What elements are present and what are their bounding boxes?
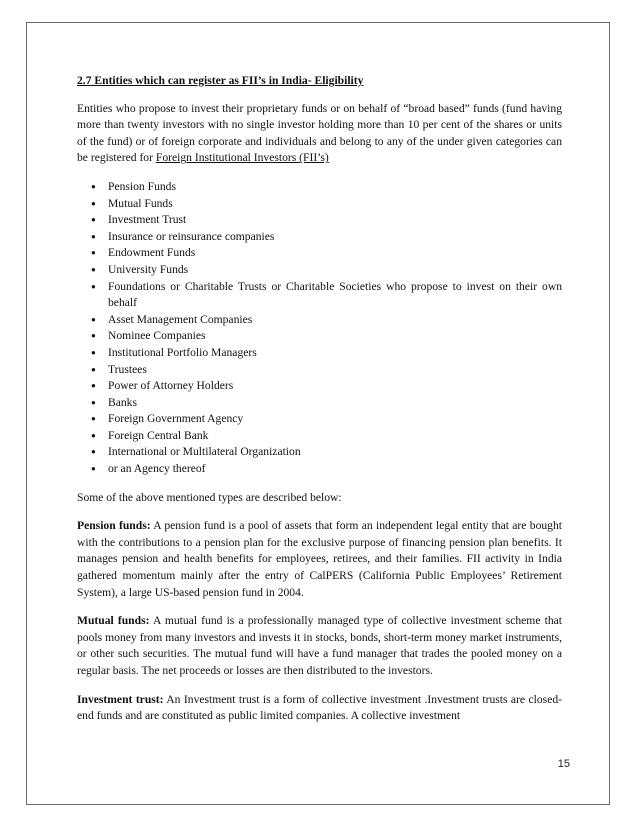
list-item-text: Nominee Companies xyxy=(108,329,206,343)
list-item-text: Endowment Funds xyxy=(108,246,196,260)
list-item xyxy=(77,179,562,196)
pension-funds-body: A pension fund is a pool of assets that form an independent legal entity that are bought with the contributions to a pension plan for the exclusive purpose of financing pension plan benefits. It manages pension and health benefits for employees, retirees, and their families. FII activity in India gathered momentum mainly after the entry of CalPERS (California Public Employees’ Retirement System), a large US-based pension fund in 2004. xyxy=(77,519,562,599)
list-item-text: Insurance or reinsurance companies xyxy=(108,229,275,243)
list-item xyxy=(77,411,562,428)
bullet-icon: ● xyxy=(91,364,96,374)
mutual-funds-paragraph xyxy=(77,613,562,679)
bullet-icon: ● xyxy=(91,430,96,440)
list-item-text: Foundations or Charitable Trusts or Charitable Societies who propose to invest on their own behalf xyxy=(108,279,562,310)
intro-paragraph xyxy=(77,101,562,167)
fii-link[interactable]: Foreign Institutional Investors (FII’s) xyxy=(155,151,329,165)
investment-trust-body: An Investment trust is a form of collective investment .Investment trusts are closed-end funds and are constituted as public limited companies. A collective investment xyxy=(77,692,562,723)
list-item-text: University Funds xyxy=(108,262,189,276)
bullet-icon: ● xyxy=(91,347,96,357)
list-item xyxy=(77,461,562,478)
bullet-icon: ● xyxy=(91,414,96,424)
section-heading: 2.7 Entities which can register as FII’s in India- Eligibility xyxy=(77,74,364,87)
list-item xyxy=(77,312,562,329)
list-item xyxy=(77,444,562,461)
list-item-text: Pension Funds xyxy=(108,179,176,193)
list-item xyxy=(77,262,562,279)
bullet-icon: ● xyxy=(91,464,96,474)
list-item xyxy=(77,212,562,229)
list-item-text: Asset Management Companies xyxy=(108,312,253,326)
list-item xyxy=(77,378,562,395)
bullet-icon: ● xyxy=(91,331,96,341)
list-item-text: Banks xyxy=(108,395,137,409)
list-item-text: International or Multilateral Organization xyxy=(108,445,301,459)
intro-text: Entities who propose to invest their proprietary funds or on behalf of “broad based” funds (fund having more than twenty investors with no single investor holding more than 10 per cent of the shares or units of the fund) or of foreign corporate and individuals and belong to any of the under given categories can be registered for xyxy=(77,101,562,165)
list-item xyxy=(77,362,562,379)
pension-funds-term: Pension funds: xyxy=(77,519,151,533)
list-item xyxy=(77,395,562,412)
list-item xyxy=(77,328,562,345)
bullet-icon: ● xyxy=(91,181,96,191)
bullet-icon: ● xyxy=(91,231,96,241)
list-item-text: Foreign Government Agency xyxy=(108,412,244,426)
list-item xyxy=(77,428,562,445)
mutual-funds-body: A mutual fund is a professionally managed type of collective investment scheme that pools money from many investors and invests it in stocks, bonds, short-term money market instruments, or other such securities. The mutual fund will have a fund manager that trades the pooled money on a regular basis. The net proceeds or losses are then distributed to the investors. xyxy=(77,614,562,677)
bullet-icon: ● xyxy=(91,314,96,324)
list-item-text: Trustees xyxy=(108,362,147,376)
bullet-icon: ● xyxy=(91,381,96,391)
bullet-icon: ● xyxy=(91,281,96,291)
page-content xyxy=(77,73,562,725)
investment-trust-paragraph xyxy=(77,692,562,725)
bullet-icon: ● xyxy=(91,215,96,225)
list-item-text: Institutional Portfolio Managers xyxy=(108,345,257,359)
list-item xyxy=(77,345,562,362)
pension-funds-paragraph xyxy=(77,518,562,601)
eligibility-list xyxy=(77,179,562,478)
bullet-icon: ● xyxy=(91,248,96,258)
page-number: 15 xyxy=(557,758,570,770)
list-item xyxy=(77,229,562,246)
bullet-icon: ● xyxy=(91,264,96,274)
list-item xyxy=(77,279,562,312)
list-item xyxy=(77,245,562,262)
list-item-text: or an Agency thereof xyxy=(108,462,206,476)
list-item-text: Power of Attorney Holders xyxy=(108,379,234,393)
bullet-icon: ● xyxy=(91,198,96,208)
bullet-icon: ● xyxy=(91,447,96,457)
investment-trust-term: Investment trust: xyxy=(77,692,164,706)
described-intro: Some of the above mentioned types are described below: xyxy=(77,490,342,504)
list-item-text: Investment Trust xyxy=(108,213,187,227)
bullet-icon: ● xyxy=(91,397,96,407)
list-item xyxy=(77,196,562,213)
list-item-text: Mutual Funds xyxy=(108,196,173,210)
mutual-funds-term: Mutual funds: xyxy=(77,614,150,628)
list-item-text: Foreign Central Bank xyxy=(108,428,209,442)
